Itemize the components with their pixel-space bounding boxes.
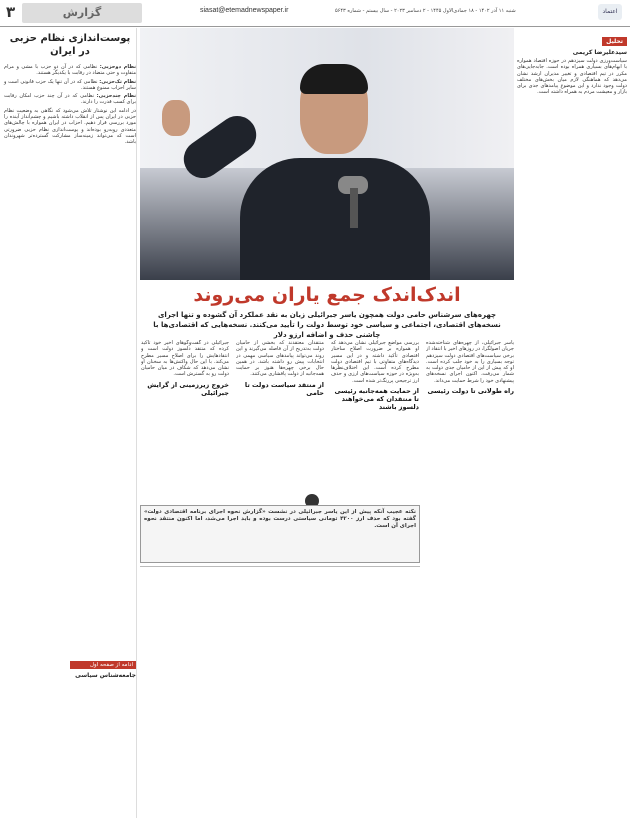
article-column-text: یاسر جبرائیلی، از چهره‌های شناخته‌شده جریان اصولگرا، در روزهای اخیر با انتقاد از برخی سیاست‌های اقتصادی دولت سیزدهم توجه بسیاری را به خود جلب کرده است. او که پیش از این از حامیان جدی دولت به شمار می‌رفت، اکنون اجرای نسخه‌های پیشنهادی خود را شرط حمایت می‌داند. xyxy=(426,340,514,384)
newspaper-logo xyxy=(598,4,622,20)
microphone-stand xyxy=(350,188,358,228)
left-column-author: جامعه‌شناس سیاسی xyxy=(75,671,136,679)
article-column xyxy=(236,340,324,818)
definition-text: نظامی که در آن دو حزب با مشی و مرام متفاوت و حتی متضاد در رقابت با یکدیگر هستند. xyxy=(4,64,136,77)
left-column-body: در ادامه این نوشتار تلاش می‌شود که نگاهی به وضعیت نظام حزبی در ایران پس از انقلاب داشته باشیم و چشم‌انداز آینده را مورد بررسی قرار دهیم. احزاب در ایران همواره با چالش‌های متعددی روبه‌رو بوده‌اند و پوست‌اندازی نظام حزبی ضرورتی است که می‌تواند زمینه‌ساز مشارکت گسترده‌تر شهروندان باشد. xyxy=(4,107,136,146)
article-column-text: منتقدان معتقدند که بخشی از حامیان دولت به‌تدریج از آن فاصله می‌گیرند و این روند می‌تواند پیامدهای سیاسی مهمی در انتخابات پیش رو داشته باشد. در همین حال برخی چهره‌ها هنوز بر حمایت همه‌جانبه از دولت پافشاری می‌کنند. xyxy=(236,340,324,378)
article-lede: چهره‌های سرشناس حامی دولت همچون یاسر جبرائیلی زبان به نقد عملکرد آن گشوده و تنها اجرای نسخه‌های اقتصادی، اجتماعی و سیاسی خود توسط دولت را تأیید می‌کنند. نسخه‌هایی که اقتصادی‌ها با چاشنی حذف و اضافه ارزو دلار xyxy=(153,311,501,339)
speaker-suit xyxy=(240,158,430,280)
left-column-title: پوست‌اندازی نظام حزبی در ایران xyxy=(9,33,131,57)
continuation-bar: ادامه از صفحه اول xyxy=(70,661,136,669)
article-subhead: از حمایت همه‌جانبه رئیسی تا منتقدان که می‌خواهند دلسوز باشند xyxy=(334,387,419,412)
article-column-text: جبرائیلی در گفت‌وگوهای اخیر خود تأکید کرده که منتقد دلسوز دولت است و انتقادهایش را برای اصلاح مسیر مطرح می‌کند. با این حال واکنش‌ها به سخنان او نشان می‌دهد که شکاف در میان حامیان دولت رو به گسترش است. xyxy=(141,340,229,378)
analysis-kicker: تحلیل xyxy=(602,37,627,46)
definition-label: نظام تک‌حزبی: xyxy=(99,78,136,85)
article-body xyxy=(140,340,514,818)
definition-paragraph xyxy=(4,93,136,106)
left-column-text-block xyxy=(4,148,136,658)
raised-hand xyxy=(162,100,190,136)
section-banner xyxy=(22,3,142,23)
definition-paragraph xyxy=(4,79,136,92)
analysis-text: سیاست‌ورزی دولت سیزدهم در حوزه اقتصاد همواره با ابهام‌های بسیاری همراه بوده است. جابه‌جایی‌های مکرر در تیم اقتصادی و تغییر مدیران ارشد نشان می‌دهد که هماهنگی لازم میان بخش‌های مختلف دولت وجود ندارد و این موضوع پیامدهای جدی برای بازار و معیشت مردم به همراه داشته است. xyxy=(517,58,627,96)
definition-label: نظام چندحزبی: xyxy=(96,93,136,100)
dateline: شنبه ۱۱ آذر ۱۴۰۲ - ۱۸ جمادی‌الاول ۱۴۴۵ - ۲ دسامبر ۲۰۲۳ - سال بیستم - شماره ۵۶۴۳ xyxy=(335,8,516,14)
article-column xyxy=(426,340,514,818)
definition-paragraph xyxy=(4,64,136,77)
divider xyxy=(140,566,420,567)
definition-text: نظامی که در آن چند حزب امکان رقابت برای کسب قدرت را دارند. xyxy=(4,93,136,106)
section-label: گزارش xyxy=(62,6,102,19)
left-column xyxy=(4,28,137,818)
article-subhead: از منتقد سیاست دولت تا حامی xyxy=(244,380,324,397)
pull-quote-text: نکته عجیب آنکه پیش از این یاسر جبرائیلی در نشست «گزارش نحوه اجرای برنامه اقتصادی دولت» گفته بود که حذف ارز ۴۲۰۰ تومانی سیاستی درست بوده و باید اجرا می‌شد، اما اکنون منتقد نحوه اجرای آن است. xyxy=(144,509,416,529)
article-column xyxy=(141,340,229,818)
site-email[interactable]: siasat@etemadnewspaper.ir xyxy=(200,7,289,14)
pull-quote xyxy=(140,505,420,563)
article-column xyxy=(331,340,419,818)
article-subhead: خروج زیرزمینی از گرایش جبرائیلی xyxy=(147,380,229,397)
article-subhead: راه طولانی تا دولت رئیسی xyxy=(427,387,514,396)
definition-text: نظامی که در آن تنها یک حزب قانونی است و سایر احزاب ممنوع هستند. xyxy=(4,78,136,91)
page-header xyxy=(0,0,630,27)
speaker-hair xyxy=(300,64,368,94)
analysis-author: سیدعلیرضا کریمی xyxy=(572,49,627,56)
logo-text: اعتماد xyxy=(602,8,618,15)
article-column-text: بررسی مواضع جبرائیلی نشان می‌دهد که او همواره بر ضرورت اصلاح ساختار اقتصادی تأکید داشته و در این مسیر دیدگاه‌های متفاوتی با تیم اقتصادی دولت مطرح کرده است. این اختلاف‌نظرها به‌ویژه در حوزه سیاست‌های ارزی و حذف ارز ترجیحی پررنگ‌تر شده است. xyxy=(331,340,419,384)
page-number: ۳ xyxy=(6,3,16,21)
main-headline: اندک‌اندک جمع یاران می‌روند xyxy=(193,284,461,306)
speaker-photo xyxy=(140,28,514,280)
right-column xyxy=(517,28,627,818)
definition-label: نظام دوحزبی: xyxy=(99,64,136,70)
